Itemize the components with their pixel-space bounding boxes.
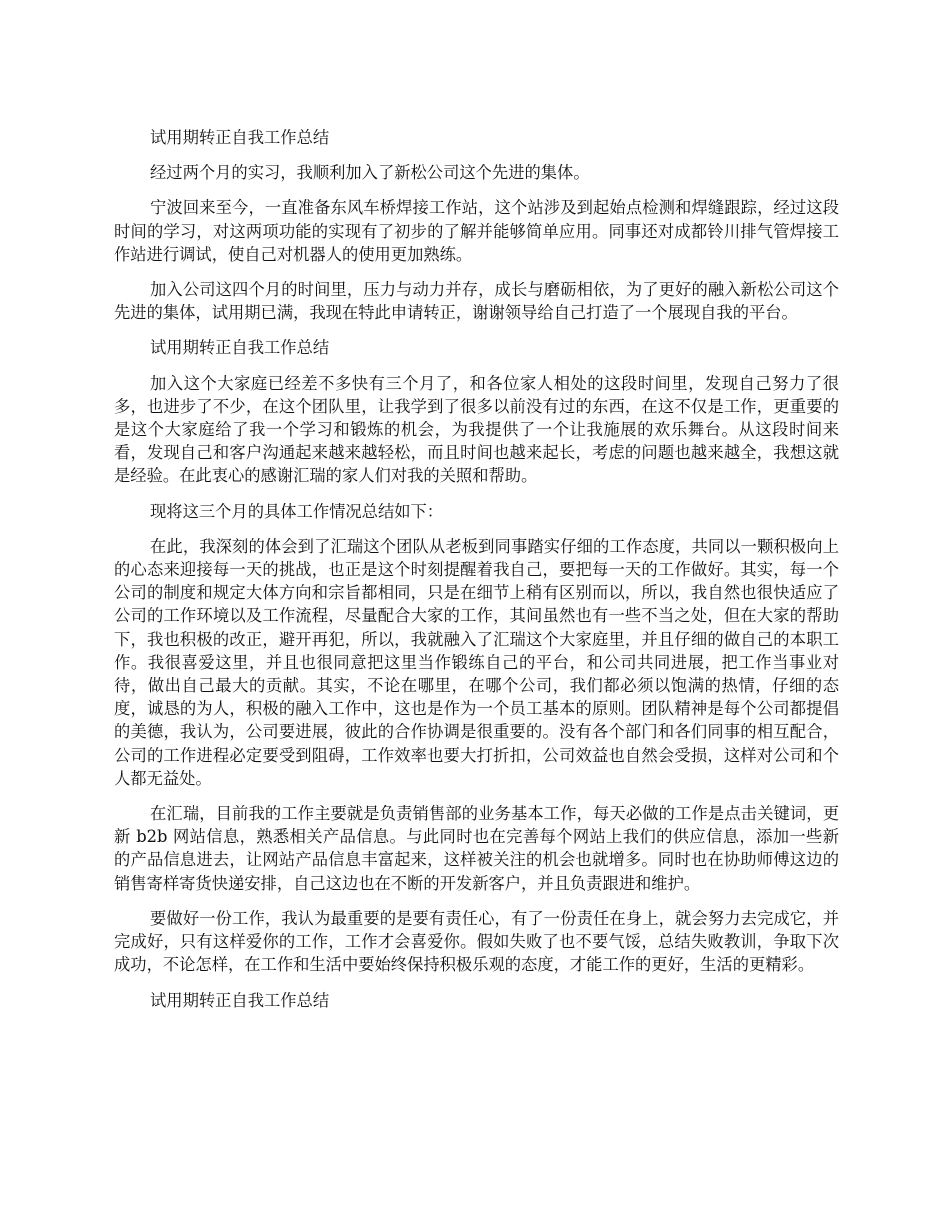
paragraph: 经过两个月的实习，我顺利加入了新松公司这个先进的集体。 (150, 163, 590, 183)
section-heading: 试用期转正自我工作总结 (150, 128, 330, 147)
paragraph: 在汇瑞，目前我的工作主要就是负责销售部的业务基本工作，每天必做的工作是点击关键词，更新 b2b 网站信息，熟悉相关产品信息。与此同时也在完善每个网站上我们的供应信息，添加一些新的产品信息进去，让网站产品信息丰富起来，这样被关注的机会也就增多。同时也在协助师傅这边的销售寄样寄货快递安排，自己这边也在不断的开发新客户，并且负责跟进和维护。 (114, 804, 839, 893)
paragraph: 要做好一份工作，我认为最重要的是要有责任心，有了一份责任在身上，就会努力去完成它，并完成好，只有这样爱你的工作，工作才会喜爱你。假如失败了也不要气馁，总结失败教训，争取下次成功，不论怎样，在工作和生活中要始终保持积极乐观的态度，才能工作的更好，生活的更精彩。 (114, 908, 839, 975)
document-body (114, 126, 839, 1024)
paragraph: 在此，我深刻的体会到了汇瑞这个团队从老板到同事踏实仔细的工作态度，共同以一颗积极向上的心态来迎接每一天的挑战，也正是这个时刻提醒着我自己，要把每一天的工作做好。其实，每一个公司的制度和规定大体方向和宗旨都相同，只是在细节上稍有区别而以，所以，我自然也很快适应了公司的工作环境以及工作流程，尽量配合大家的工作，其间虽然也有一些不当之处，但在大家的帮助下，我也积极的改正，避开再犯，所以，我就融入了汇瑞这个大家庭里，并且仔细的做自己的本职工作。我很喜爱这里，并且也很同意把这里当作锻练自己的平台，和公司共同进展，把工作当事业对待，做出自己最大的贡献。其实，不论在哪里，在哪个公司，我们都必须以饱满的热情，仔细的态度，诚恳的为人，积极的融入工作中，这也是作为一个员工基本的原则。团队精神是每个公司都提倡的美德，我认为，公司要进展，彼此的合作协调是很重要的。没有各个部门和各们同事的相互配合，公司的工作进程必定要受到阻碍，工作效率也要大打折扣，公司效益也自然会受损，这样对公司和个人都无益处。 (114, 536, 839, 788)
paragraph: 现将这三个月的具体工作情况总结如下： (150, 501, 444, 521)
paragraph: 加入公司这四个月的时间里，压力与动力并存，成长与磨砺相依，为了更好的融入新松公司这个先进的集体，试用期已满，我现在特此申请转正，谢谢领导给自己打造了一个展现自我的平台。 (114, 280, 839, 323)
paragraph: 宁波回来至今，一直准备东风车桥焊接工作站，这个站涉及到起始点检测和焊缝跟踪，经过这段时间的学习，对这两项功能的实现有了初步的了解并能够简单应用。同事还对成都铃川排气管焊接工作站进行调试，使自己对机器人的使用更加熟练。 (114, 198, 839, 264)
section-heading: 试用期转正自我工作总结 (150, 990, 330, 1010)
paragraph: 加入这个大家庭已经差不多快有三个月了，和各位家人相处的这段时间里，发现自己努力了很多，也进步了不少，在这个团队里，让我学到了很多以前没有过的东西，在这不仅是工作，更重要的是这个大家庭给了我一个学习和锻炼的机会，为我提供了一个让我施展的欢乐舞台。从这段时间来看，发现自己和客户沟通起来越来越轻松，而且时间也越来起长，考虑的问题也越来越全，我想这就是经验。在此衷心的感谢汇瑞的家人们对我的关照和帮助。 (114, 373, 839, 486)
section-heading: 试用期转正自我工作总结 (150, 338, 330, 358)
